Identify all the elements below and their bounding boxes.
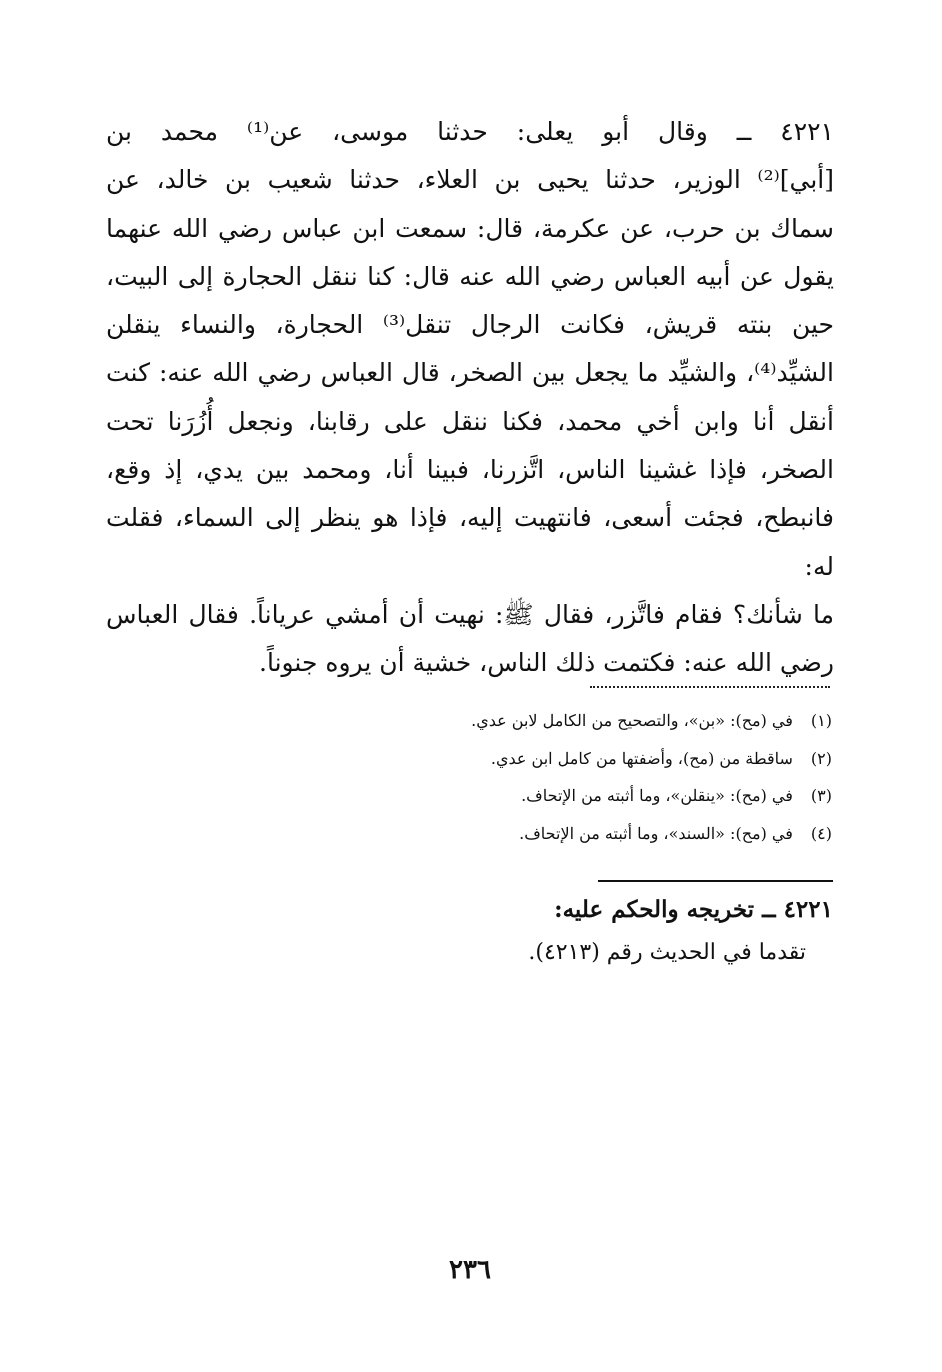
- footnote-text: في (مح): «السند»، وما أثبته من الإتحاف.: [519, 823, 793, 843]
- hadith-line: الشيِّد⁽⁴⁾، والشيِّد ما يجعل بين الصخر، قال العباس رضي الله عنه: كنت: [106, 358, 834, 388]
- footnote-number: (٢): [810, 748, 832, 768]
- footnote-number: (٣): [810, 786, 832, 805]
- takhrij-heading: ٤٢٢١ ــ تخريجه والحكم عليه:: [554, 896, 833, 923]
- hadith-line: فانبطح، فجئت أسعى، فانتهيت إليه، فإذا هو ينظر إلى السماء، فقلت له:: [106, 503, 834, 581]
- hadith-line: سماك بن حرب، عن عكرمة، قال: سمعت ابن عباس رضي الله عنهما: [106, 213, 834, 243]
- footnotes: [380, 702, 832, 852]
- hadith-line: ما شأنك؟ فقام فاتَّزر، فقال ﷺ: نهيت أن أمشي عرياناً. فقال العباس: [106, 599, 834, 629]
- footnote-number: (١): [810, 711, 832, 730]
- footnote-item: [380, 815, 832, 853]
- takhrij-text: تقدما في الحديث رقم (٤٢١٣).: [528, 940, 806, 965]
- hadith-line: ٤٢٢١ ــ وقال أبو يعلى: حدثنا موسى، عن⁽¹⁾ محمد بن: [106, 117, 834, 146]
- footnote-item: [380, 777, 832, 815]
- footnote-text: ساقطة من (مح)، وأضفتها من كامل ابن عدي.: [490, 748, 793, 768]
- hadith-body: [106, 108, 834, 688]
- footnote-separator: [590, 678, 830, 688]
- footnote-item: [380, 740, 832, 778]
- footnote-item: [380, 702, 832, 740]
- footnote-text: في (مح): «ينقلن»، وما أثبته من الإتحاف.: [521, 786, 793, 805]
- hadith-line: حين بنته قريش، فكانت الرجال تنقل⁽³⁾ الحجارة، والنساء ينقلن: [106, 310, 834, 340]
- hadith-line: [أبي]⁽²⁾ الوزير، حدثنا يحيى بن العلاء، حدثنا شعيب بن خالد، عن: [106, 165, 834, 195]
- hadith-line: رضي الله عنه: فكتمت ذلك الناس، خشية أن يروه جنوناً.: [259, 648, 834, 678]
- footnote-text: في (مح): «بن»، والتصحيح من الكامل لابن عدي.: [471, 711, 793, 730]
- section-rule: [598, 880, 833, 882]
- page-number: ٢٣٦: [449, 1255, 491, 1285]
- footnote-number: (٤): [810, 823, 832, 843]
- hadith-line: أنقل أنا وابن أخي محمد، فكنا ننقل على رقابنا، ونجعل أُزُرَنا تحت: [106, 406, 834, 436]
- hadith-line: الصخر، فإذا غشينا الناس، اتَّزرنا، فبينا أنا، ومحمد بين يدي، إذ وقع،: [106, 455, 834, 485]
- hadith-line: يقول عن أبيه العباس رضي الله عنه قال: كنا ننقل الحجارة إلى البيت،: [106, 261, 834, 291]
